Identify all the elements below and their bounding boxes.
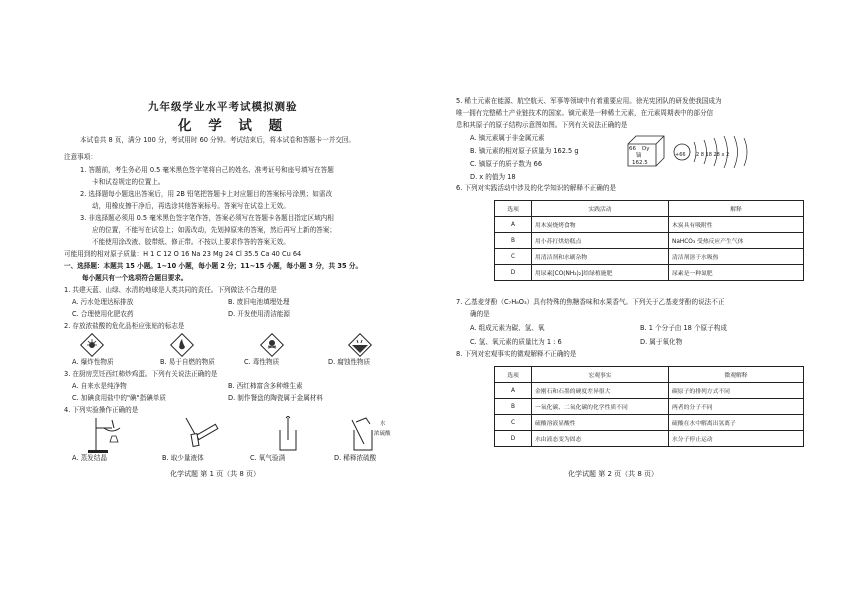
q7-option-c: C. 氢、氧元素的质量比为 1 : 6 xyxy=(470,338,562,346)
table-cell: A xyxy=(495,383,532,399)
q5-option-a: A. 镝元素属于非金属元素 xyxy=(470,134,545,142)
table-cell: 水分子停止运动 xyxy=(669,431,804,447)
table-cell: 一氧化碳、二氧化碳的化学性质不同 xyxy=(532,399,669,415)
table-cell: 尿素是一种氮肥 xyxy=(669,265,804,281)
table-cell: 用小苏打烘焙糕点 xyxy=(532,233,669,249)
macro-micro-table xyxy=(494,366,804,447)
question-5-stem-2: 唯一拥有完整稀土产业链技术的国家。镝元素是一种稀土元素，在元素周期表中的部分信 xyxy=(456,109,714,117)
table-cell: C xyxy=(495,249,532,265)
element-name: 镝 xyxy=(636,153,642,159)
element-atomic-number: 66 xyxy=(629,146,636,152)
q2-option-b: B. 易于自燃的物质 xyxy=(160,358,215,366)
evaporation-apparatus-icon xyxy=(82,416,132,454)
q5-option-b: B. 镝元素的相对原子质量为 162.5 g xyxy=(470,147,579,155)
table-row xyxy=(495,233,804,249)
q7-option-d: D. 属于氧化物 xyxy=(640,338,683,346)
sulfuric-acid-label: 浓硫酸 xyxy=(374,431,391,437)
q2-option-c: C. 毒性物质 xyxy=(244,358,280,366)
table-row xyxy=(495,399,804,415)
q3-option-b: B. 西红柿富含多种维生素 xyxy=(228,382,303,390)
note-line: 3. 非选择题必须用 0.5 毫米黑色签字笔作答，答案必须写在答题卡各题目指定区域内相 xyxy=(80,214,334,222)
section-heading: 一、选择题：本题共 15 小题。1~10 小题，每小题 2 分；11~15 小题，每小题 3 分，共 35 分。 xyxy=(64,262,363,270)
table-header-row xyxy=(495,201,804,217)
table-header-cell: 微观解释 xyxy=(669,367,804,383)
electron-shells: 2 8 18 28 x 2 xyxy=(696,152,730,158)
exam-page-2 xyxy=(450,0,820,607)
question-3-stem: 3. 在厨房烹饪西红柿炒鸡蛋。下列有关说法正确的是 xyxy=(64,370,218,378)
table-header-row xyxy=(495,367,804,383)
question-4-stem: 4. 下列实验操作正确的是 xyxy=(64,406,139,414)
table-cell: D xyxy=(495,431,532,447)
question-8-stem: 8. 下列对宏观事实的微观解释不正确的是 xyxy=(456,350,577,358)
table-cell: 两者的分子不同 xyxy=(669,399,804,415)
note-line: 卡和试卷规定的位置上。 xyxy=(92,178,165,186)
note-line: 1. 答题前，考生务必用 0.5 毫米黑色签字笔将自己的姓名、准考证号和座号填写在答题 xyxy=(80,166,334,174)
section-heading-cont: 每小题只有一个选项符合题目要求。 xyxy=(82,274,188,282)
subject-title: 化 学 试 题 xyxy=(178,118,289,134)
table-header-cell: 选项 xyxy=(495,201,532,217)
page-footer: 化学试题 第 1 页（共 8 页） xyxy=(170,470,261,478)
question-1-stem: 1. 共建天蓝、山绿、水清的地球是人类共同的责任。下列做法不合理的是 xyxy=(64,286,277,294)
table-row xyxy=(495,217,804,233)
element-mass: 162.5 xyxy=(632,160,648,166)
toxic-hazard-icon xyxy=(260,333,284,357)
question-5-stem-3: 息和其原子的原子结构示意图如图。下列有关说法正确的是 xyxy=(456,121,628,129)
note-line: 应的位置，不能写在试卷上；如需改动，先划掉原来的答案，然后再写上新的答案； xyxy=(92,226,336,234)
q7-option-b: B. 1 个分子由 18 个原子构成 xyxy=(640,324,727,332)
table-row xyxy=(495,265,804,281)
dilute-acid-icon xyxy=(342,416,402,454)
table-cell: 金刚石和石墨的硬度差异很大 xyxy=(532,383,669,399)
q5-option-d: D. x 的值为 18 xyxy=(470,173,516,181)
q4-option-c: C. 氧气验满 xyxy=(250,454,286,462)
question-6-stem: 6. 下列对实践活动中涉及的化学知识的解释不正确的是 xyxy=(456,184,617,192)
table-cell: NaHCO₃ 受热反应产生气体 xyxy=(669,233,804,249)
q3-option-a: A. 自来水是纯净物 xyxy=(72,382,127,390)
q3-option-d: D. 制作餐盘的陶瓷属于金属材料 xyxy=(228,394,323,402)
exam-title: 九年级学业水平考试模拟测验 xyxy=(148,101,298,113)
water-label: 水 xyxy=(380,421,386,427)
q1-option-c: C. 合理使用化肥农药 xyxy=(72,310,134,318)
q1-option-a: A. 污水处理达标排放 xyxy=(72,298,134,306)
table-row xyxy=(495,249,804,265)
table-header-cell: 宏观事实 xyxy=(532,367,669,383)
q4-option-b: B. 取少量液体 xyxy=(162,454,204,462)
notes-heading: 注意事项： xyxy=(64,153,97,161)
question-5-stem: 5. 稀土元素在能源、航空航天、军事等领域中有着重要应用。徐光宪团队的研发使我国成为 xyxy=(456,97,722,105)
q1-option-d: D. 开发使用清洁能源 xyxy=(228,310,291,318)
table-header-cell: 解释 xyxy=(669,201,804,217)
q7-option-a: A. 组成元素为碳、氢、氧 xyxy=(470,324,545,332)
practice-activity-table xyxy=(494,200,804,281)
table-cell: A xyxy=(495,217,532,233)
table-cell: 用尿素[CO(NH₂)₂]给绿植施肥 xyxy=(532,265,669,281)
table-cell: 硫酸在水中解离出氢离子 xyxy=(669,415,804,431)
table-header-cell: 选项 xyxy=(495,367,532,383)
page-footer: 化学试题 第 2 页（共 8 页） xyxy=(568,470,659,478)
q4-option-d: D. 稀释浓硫酸 xyxy=(334,454,377,462)
note-line: 动，用橡皮擦干净后，再选涂其他答案标号。答案写在试卷上无效。 xyxy=(92,202,290,210)
dropper-liquid-icon xyxy=(176,416,226,454)
q1-option-b: B. 废旧电池填埋处理 xyxy=(228,298,290,306)
table-row xyxy=(495,415,804,431)
table-cell: 硫酸溶液显酸性 xyxy=(532,415,669,431)
table-header-cell: 实践活动 xyxy=(532,201,669,217)
q5-option-c: C. 镝原子的质子数为 66 xyxy=(470,160,543,168)
explosive-hazard-icon xyxy=(80,333,104,357)
nucleus-charge: +66 xyxy=(675,152,686,158)
table-cell: 用清洁剂和水刷杂物 xyxy=(532,249,669,265)
note-line: 不能使用涂改液、胶带纸、修正带。不按以上要求作答的答案无效。 xyxy=(92,238,290,246)
table-cell: 碳原子的排列方式不同 xyxy=(669,383,804,399)
corrosive-hazard-icon xyxy=(348,333,372,357)
element-symbol: Dy xyxy=(642,146,650,152)
q4-option-a: A. 蒸发结晶 xyxy=(72,454,107,462)
note-line: 2. 选择题每小题选出答案后，用 2B 铅笔把答题卡上对应题目的答案标号涂黑；如需改 xyxy=(80,190,333,198)
question-7-stem: 7. 乙基麦芽酚（C₇H₈O₃）具有特殊的焦糖香味和水果香气。下列关于乙基麦芽酚的说法不正 xyxy=(456,298,725,306)
table-cell: 水由液态变为固态 xyxy=(532,431,669,447)
table-cell: 清洁剂溶于水吸热 xyxy=(669,249,804,265)
question-2-stem: 2. 存放浓盐酸的危化品柜应张贴的标志是 xyxy=(64,322,185,330)
q2-option-d: D. 腐蚀性物质 xyxy=(328,358,371,366)
table-cell: B xyxy=(495,233,532,249)
table-row xyxy=(495,383,804,399)
table-row xyxy=(495,431,804,447)
flammable-hazard-icon xyxy=(170,333,194,357)
q2-option-a: A. 爆炸性物质 xyxy=(72,358,114,366)
atomic-masses: 可能用到的相对原子质量：H 1 C 12 O 16 Na 23 Mg 24 Cl 35.5 Ca 40 Cu 64 xyxy=(64,250,302,258)
intro-text: 本试卷共 8 页，满分 100 分，考试用时 60 分钟。考试结束后，将本试卷和答题卡一并交回。 xyxy=(80,136,356,144)
question-7-stem-2: 确的是 xyxy=(470,310,490,318)
q3-option-c: C. 加碘食用盐中的"碘"指碘单质 xyxy=(72,394,166,402)
oxygen-test-icon xyxy=(262,416,312,454)
table-cell: C xyxy=(495,415,532,431)
table-cell: D xyxy=(495,265,532,281)
table-cell: 木炭具有吸附性 xyxy=(669,217,804,233)
table-cell: B xyxy=(495,399,532,415)
table-cell: 用木炭烧烤食物 xyxy=(532,217,669,233)
exam-page-1 xyxy=(58,0,418,607)
